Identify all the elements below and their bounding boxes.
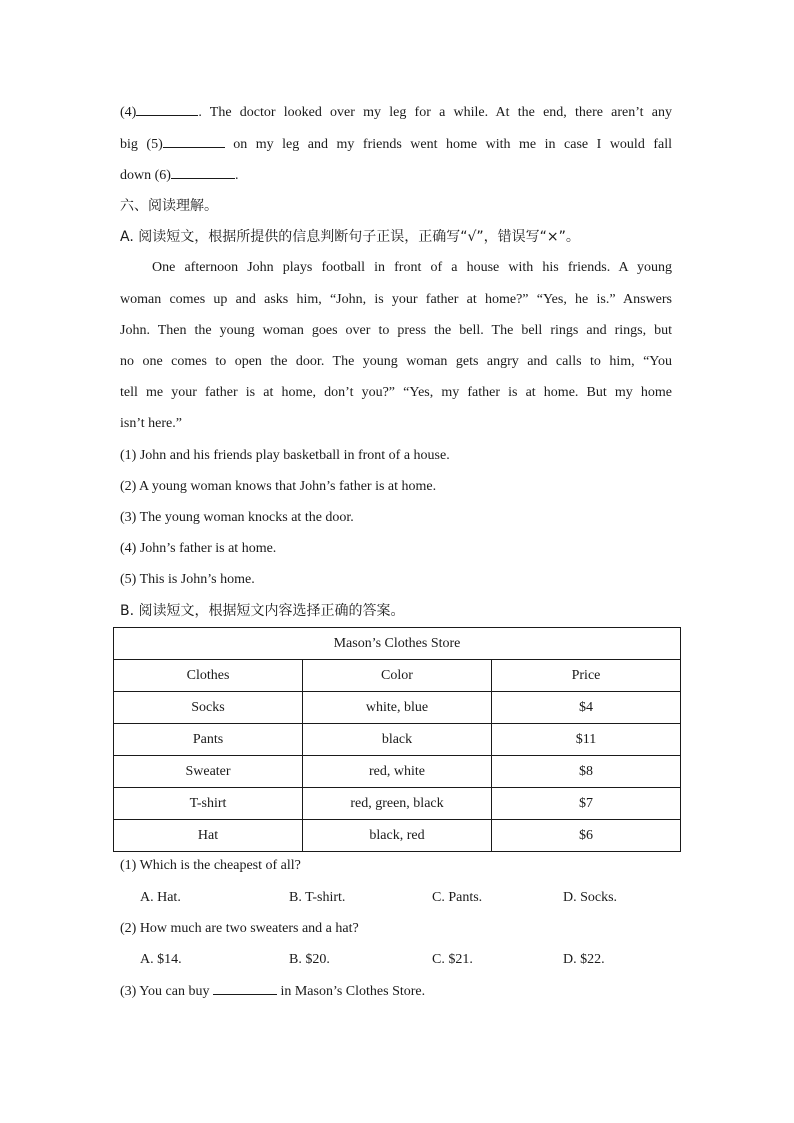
passage-line: tell me your father is at home, don’t you?” “Yes, my father is at home. But my home (120, 385, 672, 400)
question-3-tail: in Mason’s Clothes Store. (276, 984, 426, 999)
passage-line: One afternoon John plays football in front of a house with his friends. A young (152, 260, 672, 275)
passage-line: no one comes to open the door. The young woman gets angry and calls to him, “You (120, 354, 672, 369)
blank-label: down (6) (120, 168, 171, 183)
statement: (1) John and his friends play basketball in front of a house. (120, 448, 450, 463)
option-a[interactable]: A. Hat. (140, 890, 181, 905)
table-row (114, 724, 681, 756)
table-title: Mason’s Clothes Store (114, 628, 681, 660)
option-d[interactable]: D. Socks. (563, 890, 618, 905)
part-a-instruction: A. 阅读短文，根据所提供的信息判断句子正误，正确写“√”，错误写“×”。 (120, 229, 580, 245)
table-cell: $11 (492, 724, 681, 756)
passage-line: John. Then the young woman goes over to press the bell. The bell rings and rings, but (120, 323, 672, 338)
table-cell: $4 (492, 692, 681, 724)
question-3-lead: (3) You can buy (120, 984, 210, 999)
table-cell: red, white (303, 756, 492, 788)
table-header-row (114, 660, 681, 692)
answer-blank-6[interactable] (171, 165, 235, 179)
table-title-row (114, 628, 681, 660)
table-cell: Socks (114, 692, 303, 724)
column-header: Color (303, 660, 492, 692)
statement: (4) John’s father is at home. (120, 541, 277, 556)
table-row (114, 692, 681, 724)
cloze-text: on my leg and my friends went home with me in case I would fall (224, 137, 672, 152)
blank-label: (4) (120, 105, 137, 120)
passage-line: woman comes up and asks him, “John, is your father at home?” “Yes, he is.” Answers (120, 292, 672, 307)
option-c[interactable]: C. Pants. (432, 890, 483, 905)
table-cell: Pants (114, 724, 303, 756)
question-3 (120, 981, 672, 1002)
table-cell: black, red (303, 820, 492, 852)
table-cell: Hat (114, 820, 303, 852)
table-cell: $8 (492, 756, 681, 788)
blank-label: big (5) (120, 137, 163, 152)
cloze-end: . (234, 168, 239, 183)
statement: (2) A young woman knows that John’s father is at home. (120, 479, 437, 494)
option-b[interactable]: B. $20. (289, 952, 330, 967)
table-cell: $6 (492, 820, 681, 852)
option-b[interactable]: B. T-shirt. (289, 890, 346, 905)
question-1: (1) Which is the cheapest of all? (120, 858, 301, 873)
table-cell: black (303, 724, 492, 756)
table-row (114, 820, 681, 852)
cloze-line-2 (120, 134, 672, 155)
section-heading: 六、阅读理解。 (120, 198, 218, 214)
option-d[interactable]: D. $22. (563, 952, 605, 967)
passage-line: isn’t here.” (120, 416, 182, 431)
column-header: Clothes (114, 660, 303, 692)
table-cell: $7 (492, 788, 681, 820)
table-row (114, 788, 681, 820)
cloze-line-3 (120, 165, 672, 186)
statement: (3) The young woman knocks at the door. (120, 510, 354, 525)
clothes-store-table (113, 627, 681, 852)
answer-blank-5[interactable] (163, 134, 225, 148)
table-cell: white, blue (303, 692, 492, 724)
cloze-line-1 (120, 102, 672, 123)
option-c[interactable]: C. $21. (432, 952, 473, 967)
question-2: (2) How much are two sweaters and a hat? (120, 921, 359, 936)
part-b-instruction: B. 阅读短文，根据短文内容选择正确的答案。 (120, 603, 405, 619)
cloze-text: . The doctor looked over my leg for a while. At the end, there aren’t any (198, 105, 672, 120)
option-a[interactable]: A. $14. (140, 952, 182, 967)
statement: (5) This is John’s home. (120, 572, 255, 587)
table-row (114, 756, 681, 788)
table-cell: Sweater (114, 756, 303, 788)
answer-blank-4[interactable] (136, 102, 198, 116)
table-cell: T-shirt (114, 788, 303, 820)
answer-blank-q3[interactable] (213, 981, 277, 995)
table-cell: red, green, black (303, 788, 492, 820)
column-header: Price (492, 660, 681, 692)
